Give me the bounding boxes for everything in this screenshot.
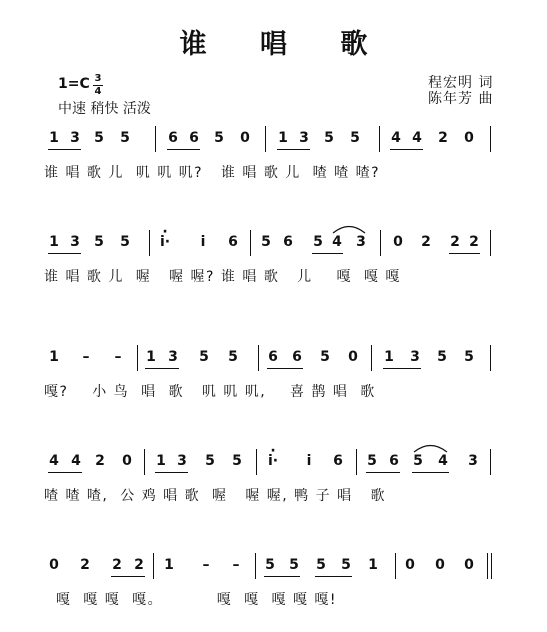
note: 0 — [393, 234, 403, 250]
note: 5 — [313, 234, 323, 250]
note: 5 — [120, 130, 130, 146]
note: 2 — [95, 453, 105, 469]
tie-arc — [332, 224, 366, 234]
note: 5 — [94, 234, 104, 250]
note: 1 — [49, 234, 59, 250]
bar-line — [144, 449, 145, 475]
note: – — [82, 349, 90, 365]
bar-line — [155, 126, 156, 152]
note: 4 — [391, 130, 401, 146]
bar-line — [490, 449, 491, 475]
tempo-marking: 中速 稍快 活泼 — [58, 101, 151, 117]
note: – — [114, 349, 122, 365]
note: 5 — [228, 349, 238, 365]
beam-line — [383, 368, 421, 369]
time-signature-top: 3 — [94, 73, 102, 84]
note: · i· — [266, 453, 280, 469]
note: 0 — [464, 557, 474, 573]
note: 6 — [228, 234, 238, 250]
time-signature-bottom: 4 — [94, 86, 102, 97]
beam-line — [111, 576, 145, 577]
lyrics-line: 谁 唱 歌 儿 喔 喔 喔? 谁 唱 歌 儿 嘎 嘎 嘎 — [44, 269, 401, 285]
bar-line — [356, 449, 357, 475]
lyrics-line: 喳 喳 喳, 公 鸡 唱 歌 喔 喔 喔, 鸭 子 唱 歌 — [44, 488, 386, 504]
note: · i· — [158, 234, 172, 250]
note: 2 — [450, 234, 460, 250]
beam-line — [390, 149, 423, 150]
beam-line — [48, 253, 81, 254]
bar-line — [265, 126, 266, 152]
note: 5 — [205, 453, 215, 469]
composer-credit: 陈年芳 曲 — [428, 91, 494, 107]
note: 6 — [292, 349, 302, 365]
bar-line — [490, 345, 491, 371]
tie-arc — [413, 443, 448, 453]
note: 0 — [240, 130, 250, 146]
note: 1 — [384, 349, 394, 365]
beam-line — [267, 368, 303, 369]
note: 1 — [278, 130, 288, 146]
note: 3 — [70, 130, 80, 146]
note: 1 — [164, 557, 174, 573]
note: 4 — [332, 234, 342, 250]
note: 6 — [168, 130, 178, 146]
note: 5 — [232, 453, 242, 469]
note: 1 — [368, 557, 378, 573]
note: i — [306, 453, 312, 469]
bar-line — [487, 553, 488, 579]
note: 5 — [367, 453, 377, 469]
bar-line — [379, 126, 380, 152]
note: 3 — [177, 453, 187, 469]
note: 3 — [410, 349, 420, 365]
note: i — [200, 234, 206, 250]
note: 2 — [112, 557, 122, 573]
note: 6 — [283, 234, 293, 250]
bar-line — [395, 553, 396, 579]
note: 5 — [413, 453, 423, 469]
note: 2 — [438, 130, 448, 146]
bar-line — [491, 553, 492, 579]
beam-line — [155, 472, 188, 473]
beam-line — [449, 253, 480, 254]
bar-line — [371, 345, 372, 371]
beam-line — [312, 253, 343, 254]
beam-line — [366, 472, 400, 473]
key-signature: 1=C — [58, 76, 90, 92]
note: 0 — [49, 557, 59, 573]
note: 5 — [341, 557, 351, 573]
note: 0 — [435, 557, 445, 573]
note: 5 — [324, 130, 334, 146]
bar-line — [153, 553, 154, 579]
note: 2 — [469, 234, 479, 250]
note: 5 — [214, 130, 224, 146]
lyrics-line: 嘎? 小 鸟 唱 歌 叽 叽 叽, 喜 鹊 唱 歌 — [44, 384, 376, 400]
note: 0 — [122, 453, 132, 469]
beam-line — [145, 368, 179, 369]
beam-line — [167, 149, 200, 150]
beam-line — [48, 472, 82, 473]
beam-line — [48, 149, 81, 150]
beam-line — [277, 149, 310, 150]
song-title: 谁 唱 歌 — [179, 29, 390, 60]
bar-line — [255, 553, 256, 579]
beam-line — [315, 576, 352, 577]
lyrics-line: 谁 唱 歌 儿 叽 叽 叽? 谁 唱 歌 儿 喳 喳 喳? — [44, 165, 381, 181]
note: 2 — [421, 234, 431, 250]
bar-line — [380, 230, 381, 256]
beam-line — [412, 472, 449, 473]
note: 4 — [438, 453, 448, 469]
bar-line — [258, 345, 259, 371]
note: 5 — [265, 557, 275, 573]
note: 2 — [134, 557, 144, 573]
note: 0 — [464, 130, 474, 146]
note: 2 — [80, 557, 90, 573]
note: 1 — [49, 349, 59, 365]
note: 5 — [320, 349, 330, 365]
bar-line — [490, 230, 491, 256]
bar-line — [250, 230, 251, 256]
note: 5 — [120, 234, 130, 250]
note: 3 — [356, 234, 366, 250]
note: 4 — [49, 453, 59, 469]
note: 5 — [261, 234, 271, 250]
note: – — [202, 557, 210, 573]
bar-line — [137, 345, 138, 371]
note: 3 — [468, 453, 478, 469]
note: 1 — [146, 349, 156, 365]
note: 6 — [268, 349, 278, 365]
note: 1 — [156, 453, 166, 469]
note: 5 — [289, 557, 299, 573]
note: 5 — [199, 349, 209, 365]
note: 5 — [350, 130, 360, 146]
lyricist-credit: 程宏明 词 — [428, 75, 494, 91]
note: 6 — [389, 453, 399, 469]
note: 6 — [333, 453, 343, 469]
bar-line — [149, 230, 150, 256]
note: 6 — [189, 130, 199, 146]
note: 5 — [437, 349, 447, 365]
note: – — [232, 557, 240, 573]
note: 0 — [348, 349, 358, 365]
note: 3 — [299, 130, 309, 146]
note: 4 — [71, 453, 81, 469]
note: 4 — [412, 130, 422, 146]
note: 3 — [70, 234, 80, 250]
note: 3 — [168, 349, 178, 365]
beam-line — [264, 576, 300, 577]
note: 5 — [316, 557, 326, 573]
note: 1 — [49, 130, 59, 146]
lyrics-line: 嘎 嘎 嘎 嘎。 嘎 嘎 嘎 嘎 嘎! — [44, 592, 338, 608]
note: 5 — [94, 130, 104, 146]
bar-line — [490, 126, 491, 152]
note: 0 — [405, 557, 415, 573]
bar-line — [256, 449, 257, 475]
note: 5 — [464, 349, 474, 365]
time-signature — [93, 74, 103, 97]
